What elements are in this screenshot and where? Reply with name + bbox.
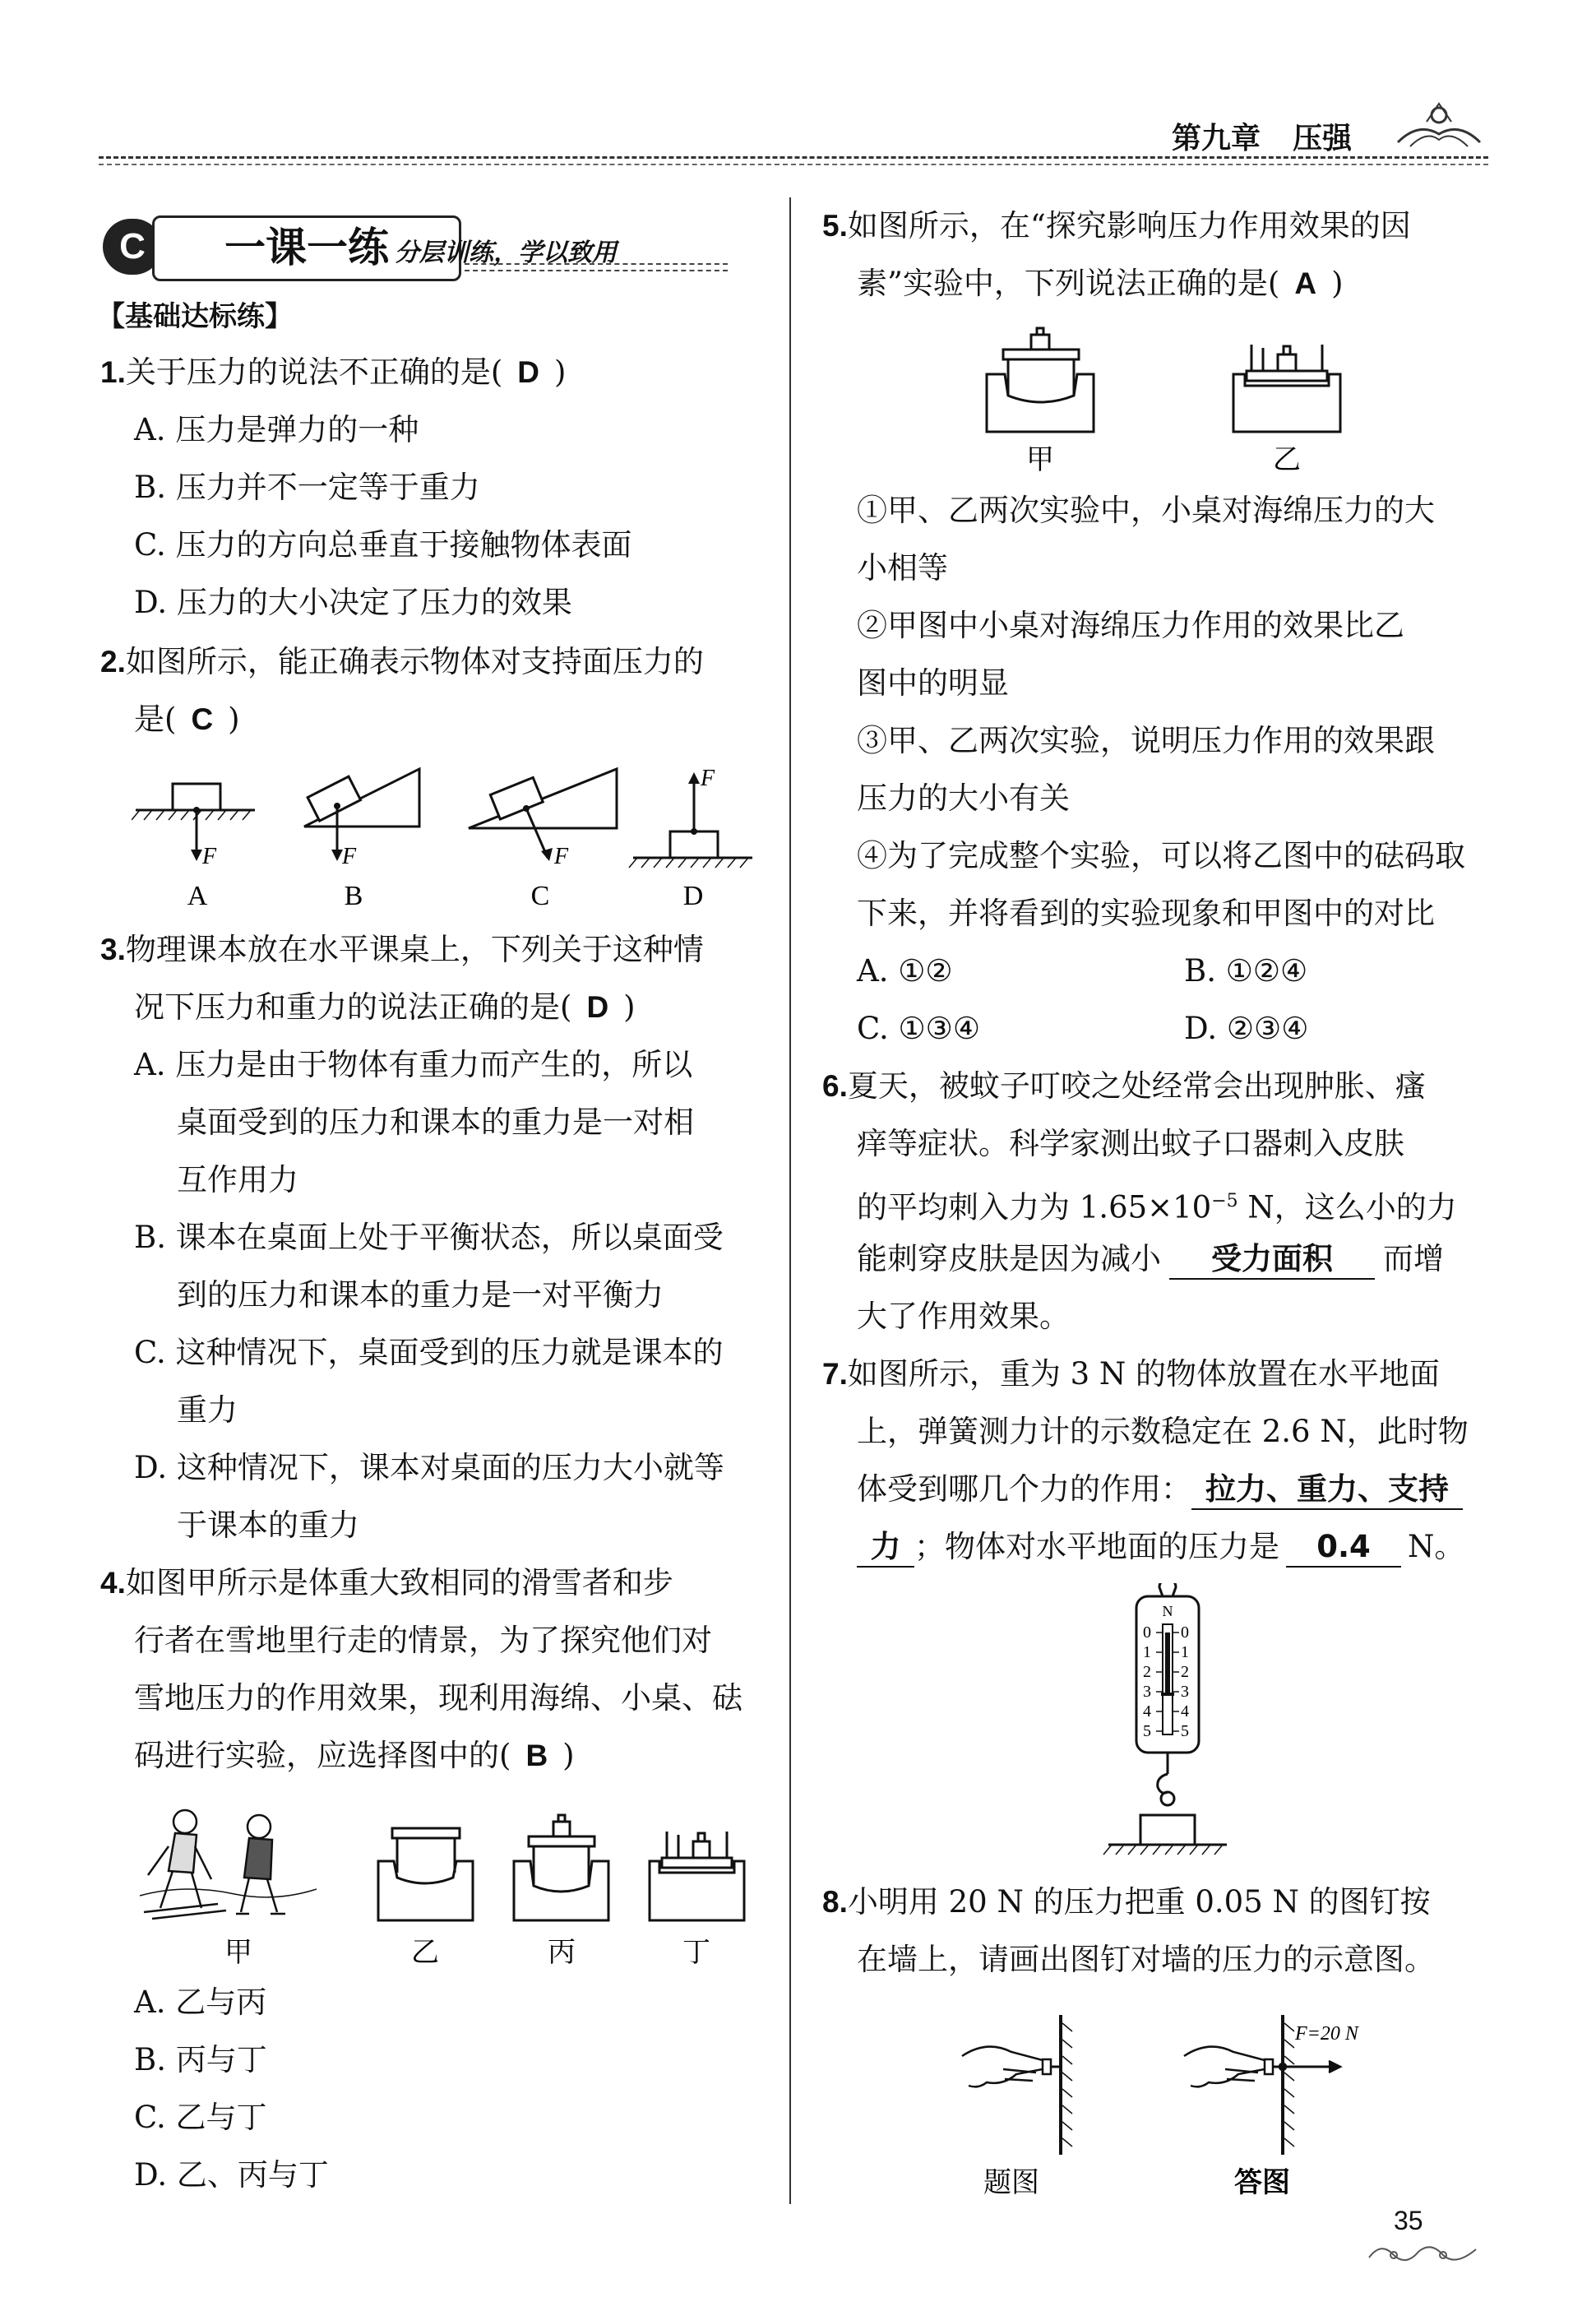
banner-title: 一课一练 (152, 215, 461, 281)
q1-stem (100, 354, 566, 391)
q7-number: 7. (822, 1357, 848, 1391)
q2-diagram-a (132, 784, 255, 869)
q4-setup-yi (378, 1828, 473, 1920)
q4-answer: B (525, 1739, 548, 1772)
q1-option-c: C. 压力的方向总垂直于接触物体表面 (134, 527, 632, 563)
q7-line4: ；物体对水平地面的压力是 (914, 1529, 1279, 1564)
q2-label-a: A (187, 881, 208, 911)
svg-text:4: 4 (1181, 1702, 1189, 1721)
q5-setup-jia (987, 328, 1094, 432)
q4-option-d: D. 乙、丙与丁 (134, 2157, 329, 2193)
svg-text:3: 3 (1143, 1683, 1151, 1701)
q3-option-a-1: A. 压力是由于物体有重力而产生的，所以 (134, 1047, 693, 1082)
svg-text:F: F (701, 766, 715, 791)
q5-statement-4a: ④为了完成整个实验，可以将乙图中的砝码取 (857, 838, 1465, 873)
banner-rule-2 (465, 270, 728, 271)
q7-stem-1 (822, 1355, 1440, 1393)
q5-stem-2 (857, 265, 1344, 303)
q2-diagram-b (304, 769, 419, 869)
q5-label-yi: 乙 (1273, 445, 1301, 475)
q5-statement-4b: 下来，并将看到的实验现象和甲图中的对比 (857, 896, 1435, 931)
q2-number: 2. (100, 645, 126, 678)
q5-statement-2b: 图中的明显 (857, 665, 1009, 701)
svg-text:2: 2 (1181, 1663, 1189, 1681)
q3-option-b-2: 到的压力和课本的重力是一对平衡力 (177, 1277, 664, 1313)
q4-option-a: A. 乙与丙 (134, 1984, 267, 2020)
q6-exponent: −5 (1211, 1191, 1238, 1211)
q5-setup-yi (1233, 345, 1340, 432)
q8-caption-question: 题图 (983, 2168, 1039, 2198)
q6-stem-1 (822, 1068, 1426, 1105)
q3-close: ) (623, 989, 636, 1025)
q4-option-b: B. 丙与丁 (134, 2042, 267, 2077)
q5-number: 5. (822, 209, 848, 243)
q3-option-a-2: 桌面受到的压力和课本的重力是一对相 (177, 1105, 694, 1140)
q3-stem-1 (100, 931, 704, 969)
q2-line2: 是( (134, 702, 177, 737)
q4-option-c: C. 乙与丁 (134, 2100, 267, 2135)
q4-label-yi: 乙 (411, 1938, 439, 1968)
q8-question-figure (962, 2015, 1072, 2155)
q5-statement-1b: 小相等 (857, 550, 948, 586)
q6-line4b: 而增 (1383, 1241, 1444, 1276)
q3-answer: D (586, 990, 609, 1024)
q8-stem-1 (822, 1883, 1431, 1921)
footer-ornament-icon (1365, 2237, 1480, 2270)
q2-diagram-c (469, 769, 617, 869)
q4-stem-3: 雪地压力的作用效果，现利用海绵、小桌、砝 (134, 1680, 742, 1716)
q5-stem-1 (822, 207, 1411, 245)
banner-rule (465, 263, 728, 265)
q5-statement-3b: 压力的大小有关 (857, 780, 1070, 816)
q1-answer: D (517, 355, 540, 389)
q8-line1: 小明用 20 N 的压力把重 0.05 N 的图钉按 (847, 1884, 1431, 1920)
q4-label-bing: 丙 (548, 1938, 576, 1968)
banner-badge: C (103, 219, 162, 275)
svg-text:N: N (1162, 1603, 1173, 1619)
q3-option-a-3: 互作用力 (177, 1162, 298, 1197)
q4-label-jia: 甲 (224, 1938, 252, 1968)
svg-text:3: 3 (1181, 1683, 1189, 1701)
q4-stem-2: 行者在雪地里行走的情景，为了探究他们对 (134, 1623, 712, 1658)
q5-statement-1a: ①甲、乙两次实验中，小桌对海绵压力的大 (857, 493, 1435, 528)
q5-option-d: D. ②③④ (1184, 1011, 1309, 1046)
q6-line3b: N，这么小的力 (1237, 1189, 1457, 1225)
q1-option-d: D. 压力的大小决定了压力的效果 (134, 585, 572, 620)
q5-statement-2a: ②甲图中小桌对海绵压力作用的效果比乙 (857, 608, 1404, 643)
q5-statement-3a: ③甲、乙两次实验，说明压力作用的效果跟 (857, 723, 1435, 758)
q1-option-a: A. 压力是弹力的一种 (134, 412, 419, 447)
svg-text:1: 1 (1181, 1643, 1189, 1661)
q4-stem-1 (100, 1564, 673, 1602)
q2-close: ) (228, 702, 240, 737)
q3-line2: 况下压力和重力的说法正确的是( (134, 989, 572, 1025)
q5-close: ) (1331, 266, 1344, 301)
q2-diagram-d (629, 766, 752, 868)
banner-subtitle: 分层训练，学以致用 (395, 239, 617, 267)
q7-line3: 体受到哪几个力的作用： (857, 1471, 1191, 1507)
q2-answer: C (191, 702, 214, 736)
page-number: 35 (1394, 2206, 1423, 2235)
svg-text:5: 5 (1181, 1722, 1189, 1740)
q3-option-d-1: D. 这种情况下，课本对桌面的压力大小就等 (134, 1450, 724, 1485)
q3-stem-2 (134, 989, 636, 1026)
q1-number: 1. (100, 355, 126, 389)
chapter-title: 压强 (1293, 122, 1353, 155)
chapter-header (1172, 115, 1352, 157)
q3-number: 3. (100, 933, 126, 966)
q4-stem-4 (134, 1737, 575, 1775)
q4-line4: 码进行实验，应选择图中的( (134, 1738, 511, 1773)
q6-line4a: 能刺穿皮肤是因为减小 (857, 1241, 1161, 1276)
q7-spring-scale-figure (1102, 1583, 1233, 1867)
q6-stem-5: 大了作用效果。 (857, 1299, 1070, 1334)
q1-close: ) (554, 354, 567, 390)
q2-figure (132, 761, 756, 917)
q8-caption-answer: 答图 (1234, 2168, 1290, 2198)
q6-stem-4 (857, 1240, 1444, 1280)
q4-line1: 如图甲所示是体重大致相同的滑雪者和步 (125, 1565, 673, 1600)
q6-line3a: 的平均刺入力为 1.65×10 (857, 1189, 1212, 1225)
q4-number: 4. (100, 1566, 126, 1600)
q2-stem-1 (100, 643, 704, 681)
chapter-number: 第九章 (1172, 122, 1261, 155)
q6-stem-2: 痒等症状。科学家测出蚊子口器刺入皮肤 (857, 1126, 1404, 1161)
q3-option-b-1: B. 课本在桌面上处于平衡状态，所以桌面受 (134, 1220, 724, 1255)
q4-label-ding: 丁 (682, 1938, 710, 1968)
q4-close: ) (562, 1738, 575, 1773)
q5-line2: 素”实验中，下列说法正确的是( (857, 266, 1280, 301)
q2-label-d: D (682, 881, 704, 911)
q5-label-jia: 甲 (1026, 445, 1054, 475)
q7-unit: N。 (1408, 1529, 1465, 1564)
svg-text:2: 2 (1143, 1663, 1151, 1681)
q7-answer-blank-2: 0.4 (1286, 1528, 1401, 1568)
q6-stem-3 (857, 1183, 1457, 1226)
q5-line1: 如图所示，在“探究影响压力作用效果的因 (847, 208, 1411, 243)
svg-text:4: 4 (1143, 1702, 1151, 1721)
q1-stem-text: 关于压力的说法不正确的是( (125, 354, 503, 390)
q1-option-b: B. 压力并不一定等于重力 (134, 470, 480, 505)
q4-figure (136, 1797, 761, 1970)
section-heading: 【基础达标练】 (97, 300, 293, 333)
q7-stem-3 (857, 1470, 1463, 1510)
q2-stem-2 (134, 701, 240, 739)
q8-force-label: F=20 N (1295, 2023, 1358, 2045)
q7-stem-4 (857, 1528, 1464, 1568)
q5-option-a: A. ①② (857, 953, 953, 989)
q5-answer: A (1294, 266, 1317, 300)
q5-option-b: B. ①②④ (1184, 953, 1308, 989)
q4-skier-walker-image (140, 1810, 317, 1919)
header-rule (99, 156, 1488, 159)
header-rule-2 (99, 164, 1488, 165)
q7-answer-blank-1a: 拉力、重力、支持 (1191, 1470, 1463, 1510)
q2-label-b: B (344, 881, 363, 911)
q7-line1: 如图所示，重为 3 N 的物体放置在水平地面 (847, 1356, 1441, 1392)
q3-line1: 物理课本放在水平课桌上，下列关于这种情 (125, 932, 704, 967)
svg-text:0: 0 (1143, 1623, 1151, 1642)
q5-figure (978, 317, 1357, 481)
column-divider (789, 197, 791, 2204)
q8-number: 8. (822, 1885, 848, 1919)
q6-answer-blank: 受力面积 (1169, 1240, 1375, 1280)
q4-setup-bing (514, 1815, 608, 1920)
q7-answer-blank-1b: 力 (857, 1528, 914, 1568)
svg-text:1: 1 (1143, 1643, 1151, 1661)
q3-option-d-2: 于课本的重力 (177, 1507, 359, 1543)
q4-setup-ding (650, 1832, 744, 1920)
practice-banner (103, 215, 728, 278)
q3-option-c-2: 重力 (177, 1392, 238, 1428)
q6-number: 6. (822, 1069, 848, 1103)
q5-option-c: C. ①③④ (857, 1011, 981, 1046)
q8-figure (954, 2007, 1414, 2204)
svg-text:F: F (342, 844, 357, 869)
svg-text:F: F (554, 844, 569, 869)
q8-stem-2: 在墙上，请画出图钉对墙的压力的示意图。 (857, 1942, 1435, 1977)
svg-text:F: F (202, 844, 217, 869)
svg-text:5: 5 (1143, 1722, 1151, 1740)
q6-line1: 夏天，被蚊子叮咬之处经常会出现肿胀、瘙 (847, 1068, 1426, 1104)
header-ornament-icon (1394, 97, 1484, 155)
q2-label-c: C (530, 881, 550, 911)
q7-stem-2: 上，弹簧测力计的示数稳定在 2.6 N，此时物 (857, 1414, 1469, 1449)
q2-line1: 如图所示，能正确表示物体对支持面压力的 (125, 644, 704, 679)
q3-option-c-1: C. 这种情况下，桌面受到的压力就是课本的 (134, 1335, 724, 1370)
svg-text:0: 0 (1181, 1623, 1189, 1642)
